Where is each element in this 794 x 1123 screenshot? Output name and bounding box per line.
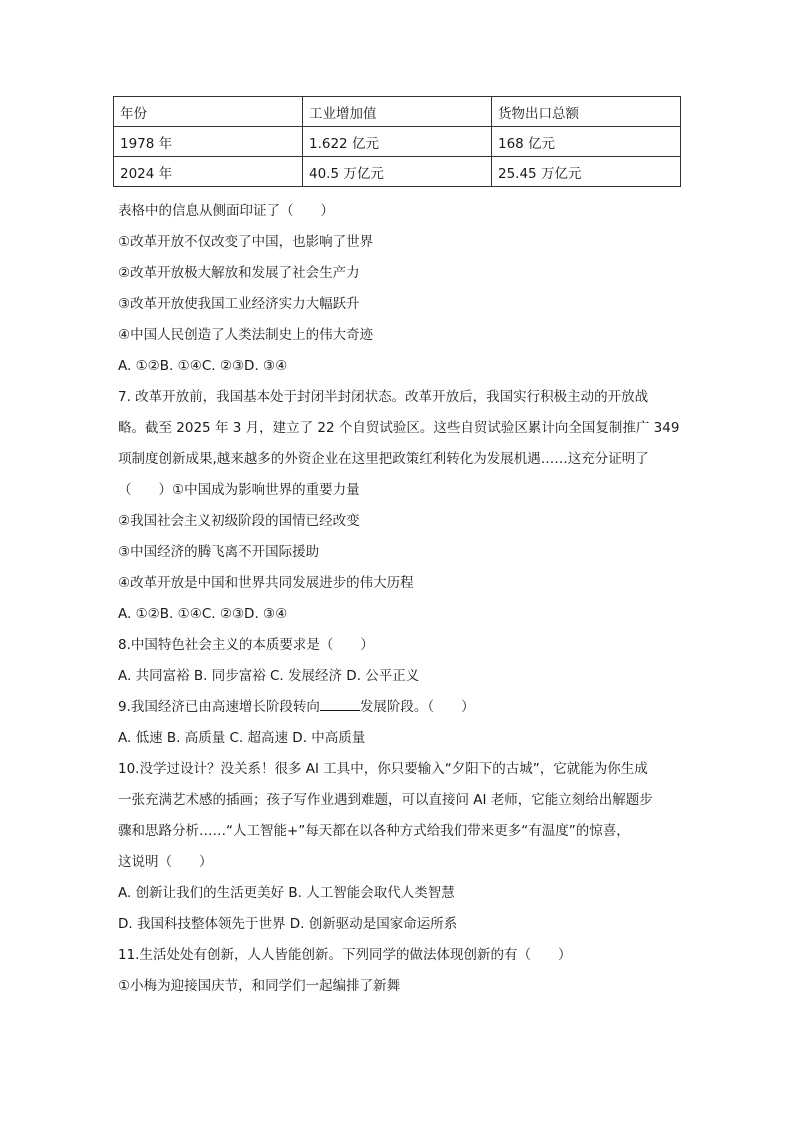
question-10-stem: 骤和思路分析……“人工智能+”每天都在以各种方式给我们带来更多“有温度”的惊喜， — [118, 823, 630, 839]
table-cell: 25.45 万亿元 — [492, 157, 681, 187]
question-11-stem: 11.生活处处有创新，人人皆能创新。下列同学的做法体现创新的有（ ） — [118, 947, 572, 963]
question-7-stem: 项制度创新成果,越来越多的外资企业在这里把政策红利转化为发展机遇……这充分证明了 — [118, 451, 649, 467]
question-7-stem: 略。截至 2025 年 3 月，建立了 22 个自贸试验区。这些自贸试验区累计向全国复制推广 349 — [118, 420, 680, 436]
question-6-stem: 表格中的信息从侧面印证了（ ） — [118, 203, 334, 219]
table-cell: 1.622 亿元 — [303, 127, 492, 157]
question-10-stem: 一张充满艺术感的插画；孩子写作业遇到难题，可以直接问 AI 老师，它能立刻给出解题步 — [118, 792, 653, 808]
table-header-cell: 年份 — [114, 97, 303, 127]
table-row — [114, 127, 681, 157]
question-10-stem: 这说明（ ） — [118, 854, 213, 870]
question-8-stem: 8.中国特色社会主义的本质要求是（ ） — [118, 637, 374, 653]
question-9-choices: A. 低速 B. 高质量 C. 超高速 D. 中高质量 — [118, 730, 366, 746]
question-6-choices: A. ①②B. ①④C. ②③D. ③④ — [118, 358, 288, 374]
question-10-choices: D. 我国科技整体领先于世界 D. 创新驱动是国家命运所系 — [118, 916, 458, 932]
question-7-option: ②我国社会主义初级阶段的国情已经改变 — [118, 513, 360, 529]
question-6-option: ④中国人民创造了人类法制史上的伟大奇迹 — [118, 327, 374, 343]
table-cell: 40.5 万亿元 — [303, 157, 492, 187]
question-8-choices: A. 共同富裕 B. 同步富裕 C. 发展经济 D. 公平正义 — [118, 668, 420, 684]
table-header-row — [114, 97, 681, 127]
question-6-option: ①改革开放不仅改变了中国，也影响了世界 — [118, 234, 374, 250]
statistics-table — [113, 96, 681, 187]
question-11-option: ①小梅为迎接国庆节，和同学们一起编排了新舞 — [118, 978, 401, 994]
question-7-option: ③中国经济的腾飞离不开国际援助 — [118, 544, 320, 560]
question-7-option: ④改革开放是中国和世界共同发展进步的伟大历程 — [118, 575, 414, 591]
fill-in-blank — [320, 696, 360, 711]
table-cell: 1978 年 — [114, 127, 303, 157]
question-7-stem: （ ）①中国成为影响世界的重要力量 — [118, 482, 360, 498]
question-6-option: ③改革开放使我国工业经济实力大幅跃升 — [118, 296, 360, 312]
table-cell: 168 亿元 — [492, 127, 681, 157]
question-7-choices: A. ①②B. ①④C. ②③D. ③④ — [118, 606, 288, 622]
table-header-cell: 货物出口总额 — [492, 97, 681, 127]
question-10-choices: A. 创新让我们的生活更美好 B. 人工智能会取代人类智慧 — [118, 885, 455, 901]
question-10-stem: 10.没学过设计？没关系！很多 AI 工具中，你只要输入“夕阳下的古城”，它就能为你生成 — [118, 761, 648, 777]
table-header-cell: 工业增加值 — [303, 97, 492, 127]
question-text — [118, 196, 688, 1002]
table-cell: 2024 年 — [114, 157, 303, 187]
question-6-option: ②改革开放极大解放和发展了社会生产力 — [118, 265, 360, 281]
question-9-stem-before: 9.我国经济已由高速增长阶段转向 — [118, 699, 320, 715]
table-row — [114, 157, 681, 187]
question-9-stem — [118, 692, 688, 723]
question-7-stem: 7. 改革开放前，我国基本处于封闭半封闭状态。改革开放后，我国实行积极主动的开放战 — [118, 389, 649, 405]
question-9-stem-after: 发展阶段。（ ） — [359, 699, 475, 715]
